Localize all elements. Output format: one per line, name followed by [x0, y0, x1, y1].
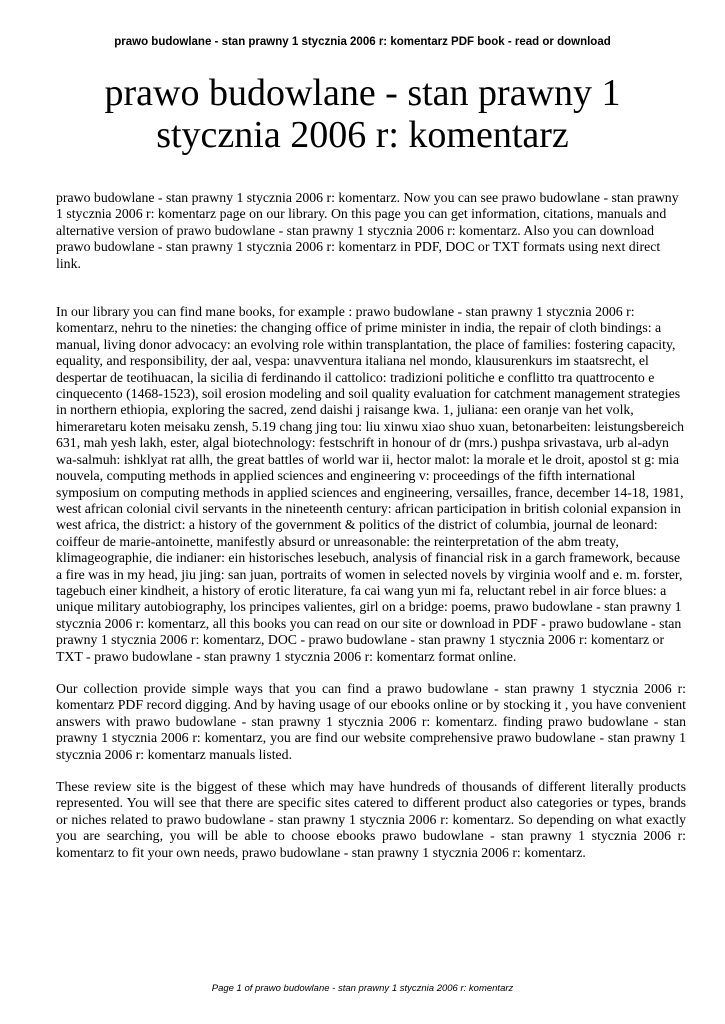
document-title: prawo budowlane - stan prawny 1 stycznia 2006 r: komentarz [104, 72, 621, 156]
intro-paragraph: prawo budowlane - stan prawny 1 stycznia 2006 r: komentarz. Now you can see prawo budowlane - stan prawny 1 stycznia 2006 r: komentarz page on our library. On this page you can get information, citations, manuals and alternative version of prawo budowlane - stan prawny 1 stycznia 2006 r: komentarz. Also you can download prawo budowlane - stan prawny 1 stycznia 2006 r: komentarz in PDF, DOC or TXT formats using next direct link. [56, 190, 679, 271]
page-footer: Page 1 of prawo budowlane - stan prawny 1 stycznia 2006 r: komentarz [211, 983, 514, 994]
library-paragraph: In our library you can find mane books, for example : prawo budowlane - stan prawny 1 stycznia 2006 r: komentarz, nehru to the nineties: the changing office of prime minister in india, the repair of cloth bindings: a manual, living donor advocacy: an evolving role within transplantation, the place of families: fostering capacity, equality, and responsibility, der aal, vespa: unavventura italiana nel mondo, klausurenkurs im staatsrecht, el despertar de teotihuacan, la sicilia di ferdinando il cattolico: tradizioni politiche e conflitto tra quattrocento e cinquecento (1468-1523), soil erosion modeling and soil quality evaluation for catchment management strategies in northern ethiopia, exploring the sacred, zend daishi j raisange kwa. 1, juliana: een oranje van het volk, himeraretaru koten meisaku zensh, 5.19 chang jing tou: liu xinwu xiao shuo xuan, betonarbeiten: leistungsbereich 631, mah yesh lakh, ester, algal biotechnology: festschrift in honour of dr (mrs.) pushpa srivastava, urb al-adyn wa-salmuh: ishklyat rat allh, the great battles of world war ii, hector malot: la morale et le droit, apostol st g: mia nouvela, computing methods in applied sciences and engineering v: proceedings of the fifth international symposium on computing methods in applied sciences and engineering, versailles, france, december 14-18, 1981, west african colonial civil servants in the nineteenth century: african participation in british colonial expansion in west africa, the district: a history of the government & politics of the district of columbia, journal de leonard: coiffeur de marie-antoinette, manifestly absurd or unreasonable: the reinterpretation of the abm treaty, klimageographie, die indianer: ein historisches lesebuch, analysis of financial risk in a garch framework, because a fire was in my head, jiu jing: san juan, portraits of women in selected novels by virginia woolf and e. m. forster, tagebuch einer kindheit, a history of erotic literature, fa cai wang yun mi fa, reluctant rebel in air force blues: a unique military autobiography, los principes valientes, girl on a bridge: poems, prawo budowlane - stan prawny 1 stycznia 2006 r: komentarz, all this books you can read on our site or download in PDF - prawo budowlane - stan prawny 1 stycznia 2006 r: komentarz, DOC - prawo budowlane - stan prawny 1 stycznia 2006 r: komentarz or TXT - prawo budowlane - stan prawny 1 stycznia 2006 r: komentarz format online. [56, 304, 684, 664]
review-paragraph: These review site is the biggest of these which may have hundreds of thousands of different literally products represented. You will see that there are specific sites catered to different product also categories or types, brands or niches related to prawo budowlane - stan prawny 1 stycznia 2006 r: komentarz. So depending on what exactly you are searching, you will be able to choose ebooks prawo budowlane - stan prawny 1 stycznia 2006 r: komentarz to fit your own needs, prawo budowlane - stan prawny 1 stycznia 2006 r: komentarz. [56, 779, 686, 860]
document-body [56, 190, 686, 861]
collection-paragraph: Our collection provide simple ways that you can find a prawo budowlane - stan prawny 1 stycznia 2006 r: komentarz PDF record digging. And by having usage of our ebooks online or by stocking it , you have convenient answers with prawo budowlane - stan prawny 1 stycznia 2006 r: komentarz. finding prawo budowlane - stan prawny 1 stycznia 2006 r: komentarz, you are find our website comprehensive prawo budowlane - stan prawny 1 stycznia 2006 r: komentarz manuals listed. [56, 680, 686, 762]
page-header: prawo budowlane - stan prawny 1 stycznia 2006 r: komentarz PDF book - read or download [114, 36, 611, 48]
